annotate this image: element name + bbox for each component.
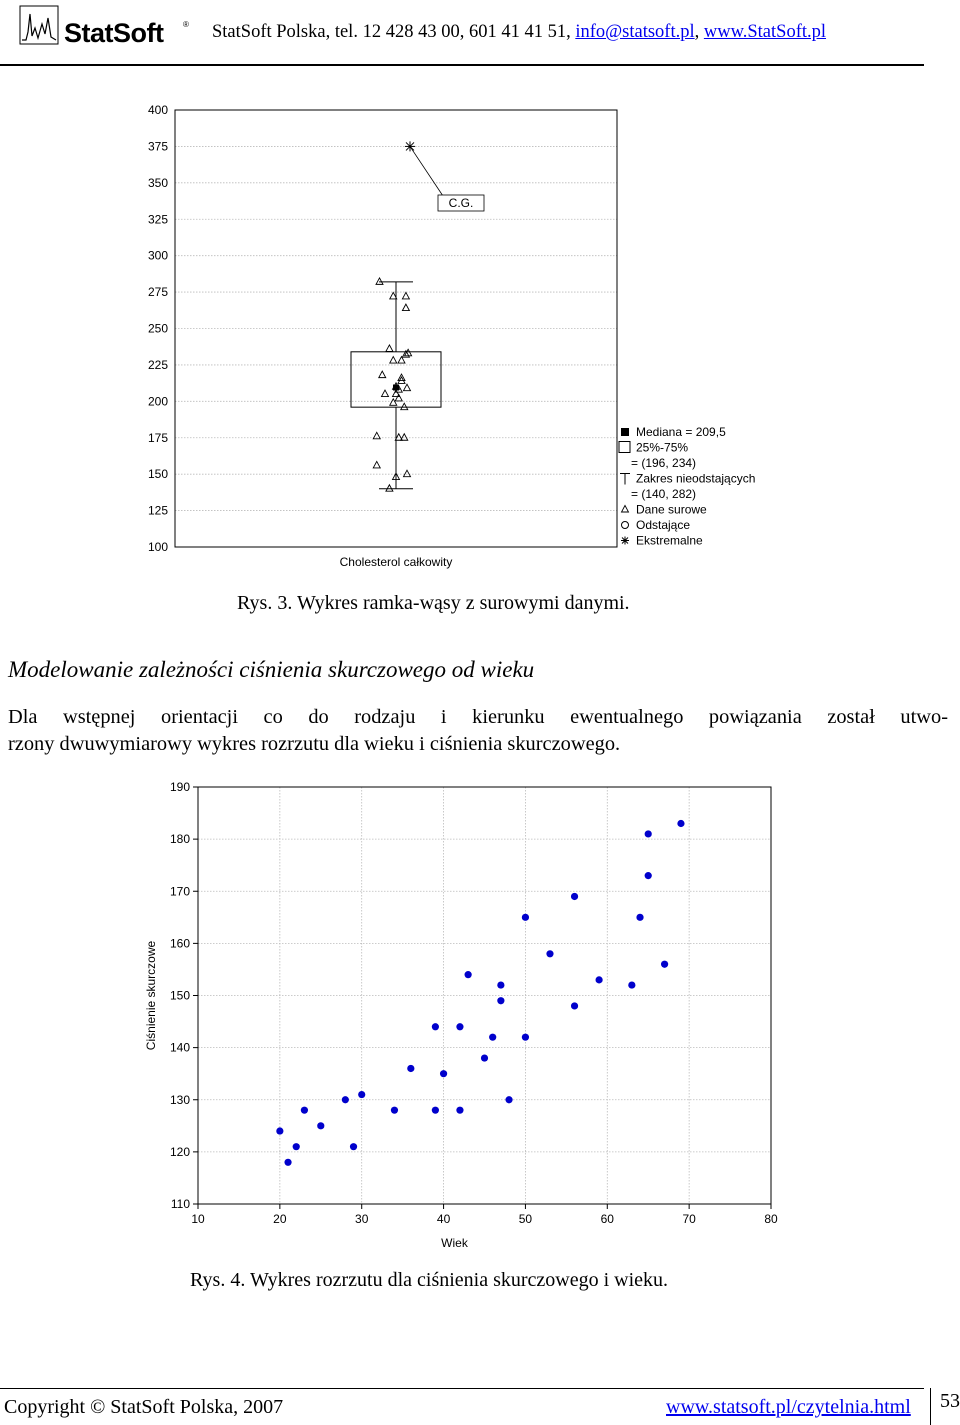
footer-divider <box>930 1388 931 1425</box>
legend-entry: = (140, 282) <box>631 487 697 501</box>
legend-entry: Zakres nieodstających <box>636 471 756 486</box>
data-point <box>497 981 504 988</box>
page-number: 53 <box>940 1390 960 1412</box>
y-tick-label: 190 <box>169 780 190 794</box>
legend-entry: Mediana = 209,5 <box>636 425 726 439</box>
y-tick-label: 250 <box>147 321 168 336</box>
y-tick-label: 130 <box>169 1092 190 1107</box>
data-point <box>432 1023 439 1030</box>
data-point <box>456 1023 463 1030</box>
data-point <box>645 830 652 837</box>
y-tick-label: 100 <box>147 540 168 554</box>
y-axis-label: Ciśnienie skurczowe <box>144 940 158 1051</box>
legend-entry: Ekstremalne <box>636 533 703 548</box>
data-point <box>407 1065 414 1072</box>
x-tick-label: 30 <box>355 1212 369 1226</box>
x-tick-label: 50 <box>518 1212 533 1226</box>
x-tick-label: 40 <box>436 1212 451 1226</box>
legend-entry: = (196, 234) <box>631 456 697 470</box>
legend-entry: 25%-75% <box>636 440 689 455</box>
y-tick-label: 150 <box>169 988 190 1003</box>
data-point <box>440 1070 447 1077</box>
legend-entry: Odstające <box>636 518 691 532</box>
logo-registered-mark: ® <box>183 20 189 29</box>
data-point <box>350 1143 357 1150</box>
data-point <box>489 1034 496 1041</box>
y-tick-label: 350 <box>147 175 168 190</box>
y-tick-label: 400 <box>147 103 168 117</box>
footer-link[interactable]: www.statsoft.pl/czytelnia.html <box>666 1396 911 1418</box>
x-axis-label: Wiek <box>441 1236 468 1250</box>
y-tick-label: 325 <box>147 212 168 227</box>
footer-copyright: Copyright © StatSoft Polska, 2007 <box>4 1396 284 1418</box>
header-website-link[interactable]: www.StatSoft.pl <box>703 22 827 42</box>
y-tick-label: 200 <box>147 394 168 409</box>
section-heading: Modelowanie zależności ciśnienia skurczowego od wieku <box>8 657 535 682</box>
logo-wordmark: StatSoft <box>64 18 164 48</box>
extreme-label: C.G. <box>448 196 474 210</box>
paragraph-line-1: Dla wstępnej orientacji co do rodzaju i kierunku ewentualnego powiązania został utwo- <box>8 706 948 728</box>
y-tick-label: 160 <box>169 936 190 951</box>
data-point <box>276 1127 283 1134</box>
x-axis-label: Cholesterol całkowity <box>339 555 453 569</box>
x-tick-label: 80 <box>764 1212 778 1226</box>
y-tick-label: 120 <box>169 1144 190 1159</box>
x-tick-label: 20 <box>273 1212 287 1226</box>
x-tick-label: 10 <box>191 1212 205 1226</box>
data-point <box>301 1107 308 1114</box>
y-tick-label: 180 <box>169 832 190 847</box>
y-tick-label: 300 <box>147 248 168 263</box>
data-point <box>677 820 684 827</box>
data-point <box>505 1096 512 1103</box>
data-point <box>317 1122 324 1129</box>
data-point <box>628 981 635 988</box>
data-point <box>661 961 668 968</box>
data-point <box>522 1034 529 1041</box>
data-point <box>596 976 603 983</box>
y-tick-label: 175 <box>147 430 168 445</box>
data-point <box>522 914 529 921</box>
data-point <box>432 1107 439 1114</box>
y-tick-label: 170 <box>169 884 190 899</box>
y-tick-label: 150 <box>147 467 168 482</box>
legend-entry: Dane surowe <box>636 502 707 517</box>
data-point <box>456 1107 463 1114</box>
x-tick-label: 60 <box>600 1212 614 1226</box>
x-tick-label: 70 <box>682 1212 696 1226</box>
paragraph-line-2: rzony dwuwymiarowy wykres rozrzutu dla wieku i ciśnienia skurczowego. <box>8 733 621 755</box>
figure4-caption: Rys. 4. Wykres rozrzutu dla ciśnienia skurczowego i wieku. <box>190 1269 669 1291</box>
data-point <box>293 1143 300 1150</box>
data-point <box>342 1096 349 1103</box>
data-point <box>546 950 553 957</box>
data-point <box>497 997 504 1004</box>
y-tick-label: 225 <box>147 357 168 372</box>
y-tick-label: 375 <box>147 139 168 154</box>
data-point <box>284 1159 291 1166</box>
data-point <box>571 893 578 900</box>
footer-rule <box>0 1388 924 1389</box>
data-point <box>636 914 643 921</box>
data-point <box>571 1002 578 1009</box>
data-point <box>391 1107 398 1114</box>
data-point <box>358 1091 365 1098</box>
data-point <box>465 971 472 978</box>
y-tick-label: 110 <box>170 1197 190 1211</box>
header-company: StatSoft Polska, tel. 12 428 43 00, 601 41 41 51, <box>212 22 571 42</box>
figure3-caption: Rys. 3. Wykres ramka-wąsy z surowymi danymi. <box>237 592 630 614</box>
header-email-link[interactable]: info@statsoft.pl <box>575 22 695 42</box>
y-tick-label: 125 <box>147 503 168 518</box>
y-tick-label: 275 <box>147 285 168 300</box>
y-tick-label: 140 <box>169 1040 190 1055</box>
header-separator: , <box>694 22 700 42</box>
data-point <box>645 872 652 879</box>
data-point <box>481 1054 488 1061</box>
